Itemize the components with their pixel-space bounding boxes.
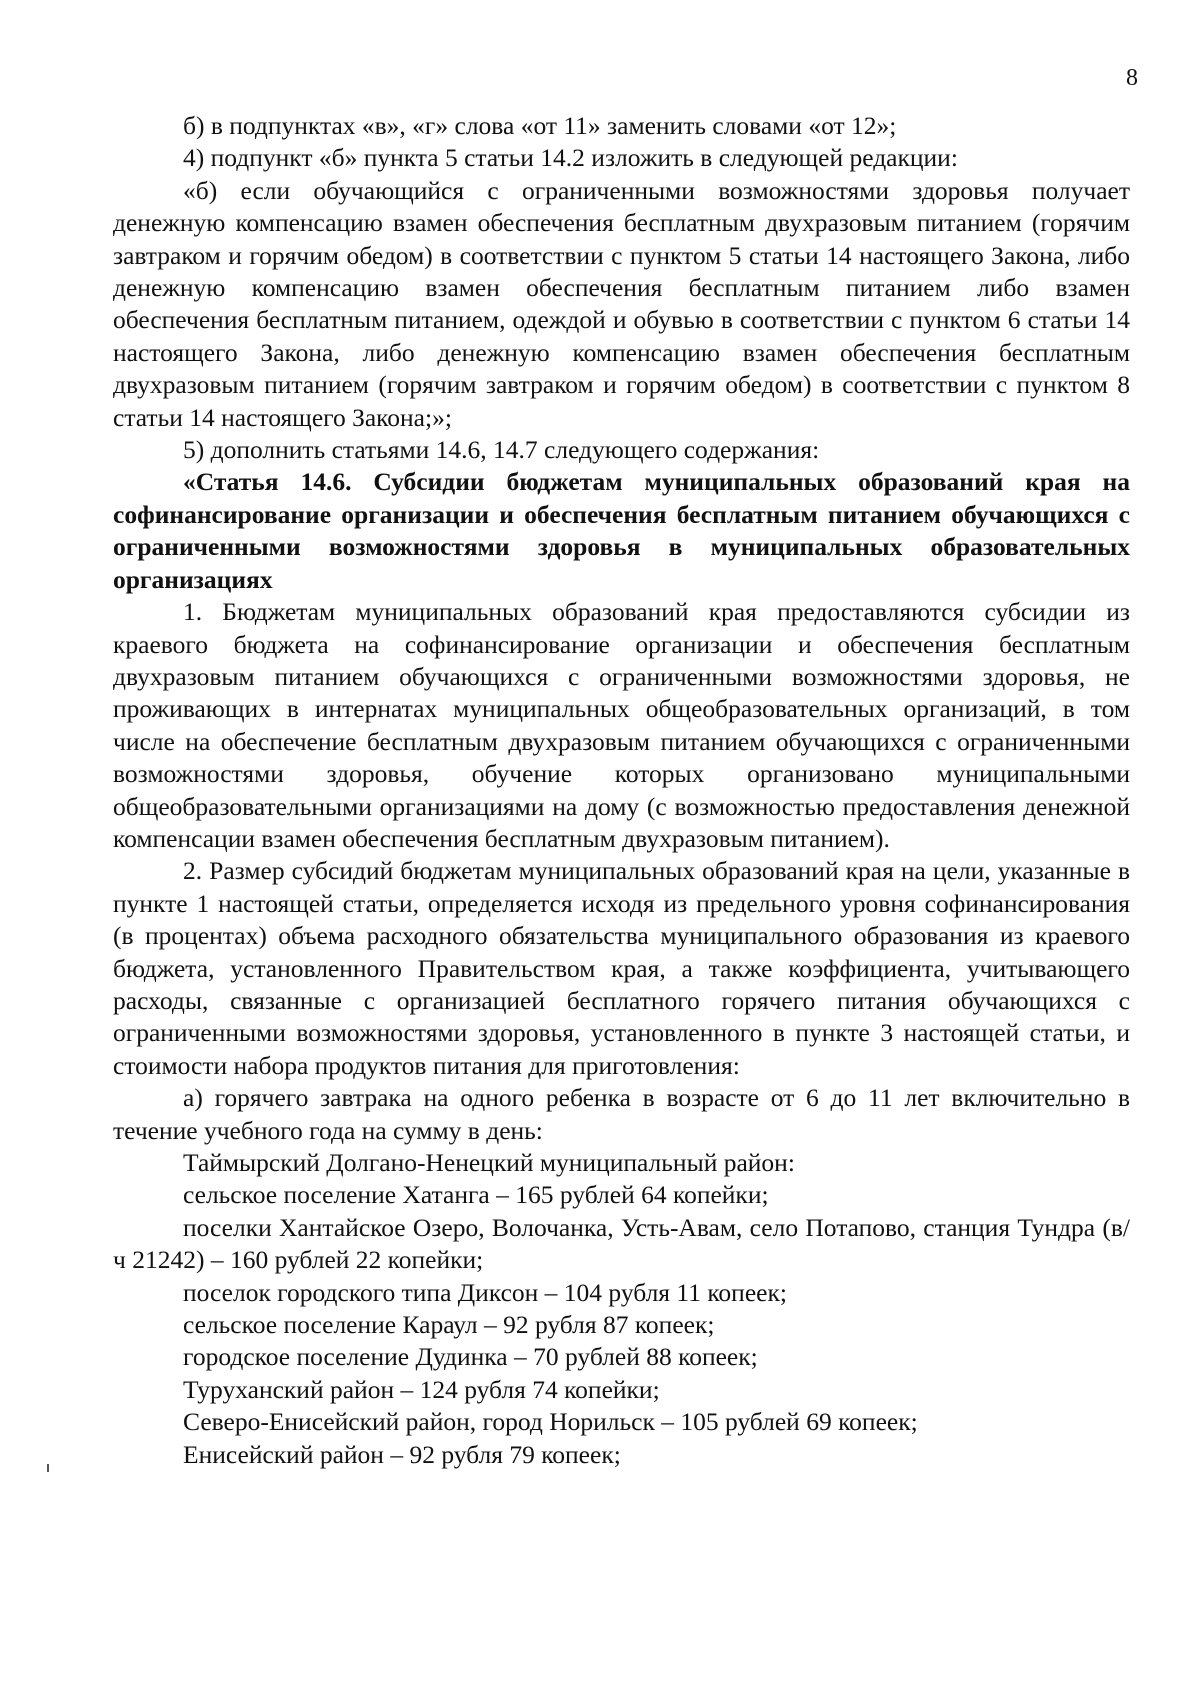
list-item-taimyr: Таймырский Долгано-Ненецкий муниципальный район: bbox=[183, 1148, 795, 1177]
paragraph-new-subpoint-b: «б) если обучающийся с ограниченными возможностями здоровья получает денежную компенсацию взамен обеспечения бесплатным двухразовым питанием (горячим завтраком и горячим обедом) в соответствии с пунктом 5 статьи 14 настоящего Закона, либо денежную компенсацию взамен обеспечения бесплатным питанием либо взамен обеспечения бесплатным питанием, одеждой и обувью в соответствии с пунктом 6 статьи 14 настоящего Закона, либо денежную компенсацию взамен обеспечения бесплатным двухразовым питанием (горячим завтраком и горячим обедом) в соответствии с пунктом 8 статьи 14 настоящего Закона;»; bbox=[113, 175, 1130, 432]
page-number: 8 bbox=[1126, 65, 1138, 91]
list-item-dikson: поселок городского типа Диксон – 104 рубля 11 копеек; bbox=[183, 1277, 787, 1307]
list-item-settlements: поселки Хантайское Озеро, Волочанка, Усть-Авам, село Потапово, станция Тундра (в/ч 21242) – 160 рублей 22 копейки; bbox=[113, 1212, 1130, 1275]
article-14-6-heading: «Статья 14.6. Субсидии бюджетам муниципальных образований края на софинансирование организации и обеспечения бесплатным питанием обучающихся с ограниченными возможностями здоровья в муниципальных образовательных организациях bbox=[113, 467, 1130, 594]
article-14-6-point-2: 2. Размер субсидий бюджетам муниципальных образований края на цели, указанные в пункте 1 настоящей статьи, определяется исходя из предельного уровня софинансирования (в процентах) объема расходного обязательства муниципального образования из краевого бюджета, установленного Правительством края, а также коэффициента, учитывающего расходы, связанные с организацией бесплатного горячего питания обучающихся с ограниченными возможностями здоровья, установленного в пункте 3 настоящей статьи, и стоимости набора продуктов питания для приготовления: bbox=[113, 856, 1130, 1080]
subpoint-a-breakfast: а) горячего завтрака на одного ребенка в возрасте от 6 до 11 лет включительно в течение учебного года на сумму в день: bbox=[113, 1083, 1130, 1145]
list-item-karaul: сельское поселение Караул – 92 рубля 87 копеек; bbox=[183, 1310, 715, 1340]
document-body bbox=[113, 110, 1130, 1471]
list-item-turukhansk: Туруханский район – 124 рубля 74 копейки; bbox=[183, 1374, 660, 1404]
list-item-eniseisk: Енисейский район – 92 рубля 79 копеек; bbox=[183, 1439, 621, 1469]
scan-artifact bbox=[47, 1464, 49, 1472]
paragraph-amendment-4: 4) подпункт «б» пункта 5 статьи 14.2 изложить в следующей редакции: bbox=[183, 143, 958, 173]
list-item-khatanga: сельское поселение Хатанга – 165 рублей 64 копейки; bbox=[183, 1180, 769, 1210]
list-item-dudinka: городское поселение Дудинка – 70 рублей 88 копеек; bbox=[183, 1342, 758, 1372]
list-item-severo-eniseisk: Северо-Енисейский район, город Норильск – 105 рублей 69 копеек; bbox=[183, 1407, 918, 1437]
paragraph-amendment-b: б) в подпунктах «в», «г» слова «от 11» заменить словами «от 12»; bbox=[183, 111, 897, 140]
article-14-6-point-1: 1. Бюджетам муниципальных образований края предоставляются субсидии из краевого бюджета на софинансирование организации и обеспечения бесплатным двухразовым питанием обучающихся с ограниченными возможностями здоровья, не проживающих в интернатах муниципальных общеобразовательных организаций, в том числе на обеспечение бесплатным двухразовым питанием обучающихся с ограниченными возможностями здоровья, обучение которых организовано муниципальными общеобразовательными организациями на дому (с возможностью предоставления денежной компенсации взамен обеспечения бесплатным двухразовым питанием). bbox=[113, 597, 1130, 853]
paragraph-amendment-5: 5) дополнить статьями 14.6, 14.7 следующего содержания: bbox=[183, 435, 820, 465]
